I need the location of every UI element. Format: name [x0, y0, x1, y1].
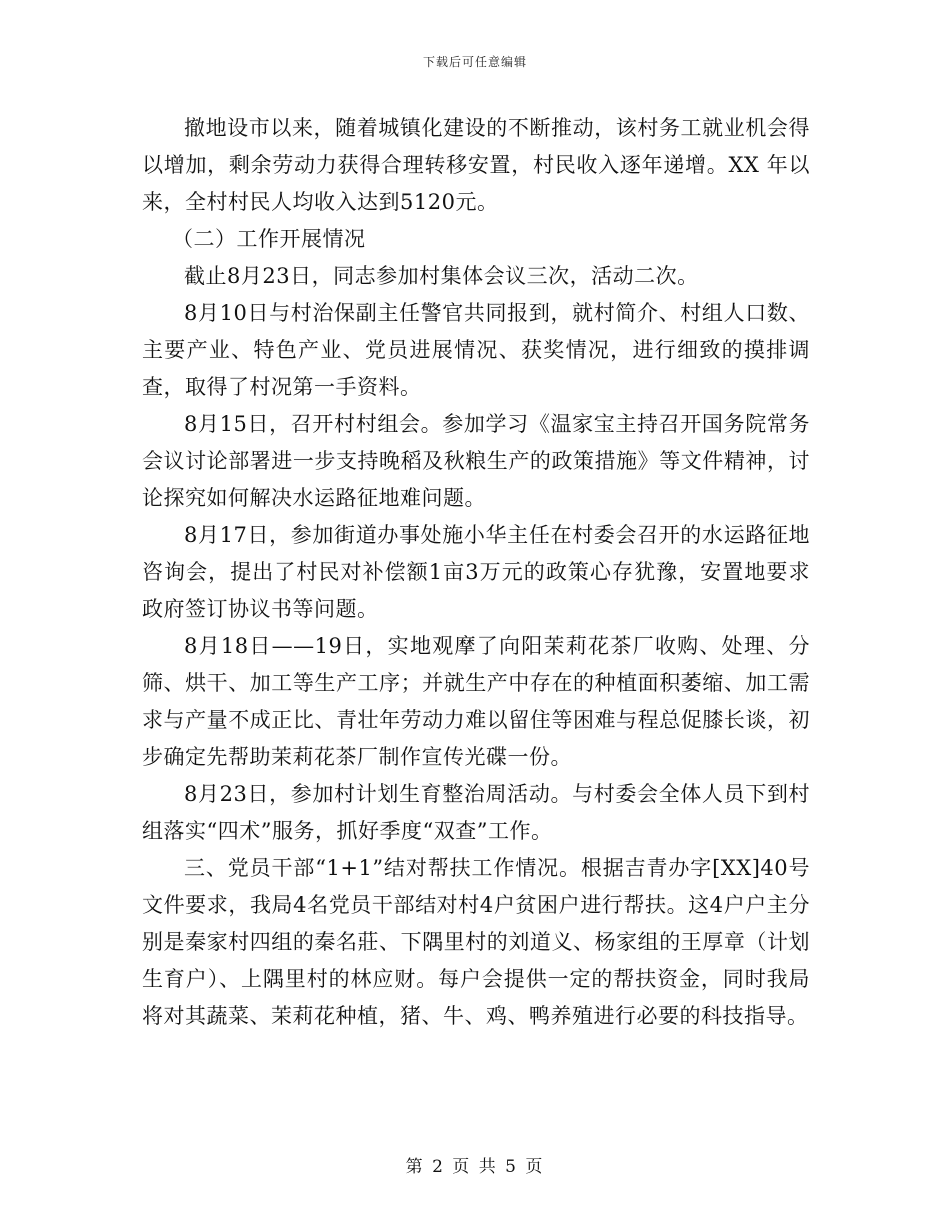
page-header: 下载后可任意编辑: [422, 55, 527, 69]
paragraph-income: 撤地设市以来，随着城镇化建设的不断推动，该村务工就业机会得以增加，剩余劳动力获得合理转移安置，村民收入逐年递增。XX 年以来，全村村民人均收入达到5120元。: [142, 116, 810, 214]
paragraph-aug-17: 8月17日，参加街道办事处施小华主任在村委会召开的水运路征地咨询会，提出了村民对补偿额1亩3万元的政策心存犹豫，安置地要求政府签订协议书等问题。: [142, 523, 810, 621]
paragraph-summary: 截止8月23日，同志参加村集体会议三次，活动二次。: [184, 264, 699, 288]
paragraph-section-three: 三、党员干部“1+1”结对帮扶工作情况。根据吉青办字[XX]40号文件要求，我局4名党员干部结对村4户贫困户进行帮扶。这4户户主分别是秦家村四组的秦名莊、下隅里村的刘道义、杨家组的王厚章（计划生育户）、上隅里村的林应财。每户会提供一定的帮扶资金，同时我局将对其蔬菜、茉莉花种植，猪、牛、鸡、鸭养殖进行必要的科技指导。: [142, 856, 810, 1028]
page-footer: 第 2 页 共 5 页: [405, 1157, 545, 1177]
section-heading-work-progress: （二）工作开展情况: [172, 227, 366, 251]
paragraph-aug-18-19: 8月18日——19日，实地观摩了向阳茉莉花茶厂收购、处理、分筛、烘干、加工等生产工序；并就生产中存在的种植面积萎缩、加工需求与产量不成正比、青壮年劳动力难以留住等困难与程总促膝长谈，初步确定先帮助茉莉花茶厂制作宣传光碟一份。: [142, 634, 810, 769]
document-body: [142, 110, 810, 1035]
paragraph-aug-23: 8月23日，参加村计划生育整治周活动。与村委会全体人员下到村组落实“四术”服务，抓好季度“双查”工作。: [142, 782, 810, 843]
paragraph-aug-15: 8月15日，召开村村组会。参加学习《温家宝主持召开国务院常务会议讨论部署进一步支持晚稻及秋粮生产的政策措施》等文件精神，讨论探究如何解决水运路征地难问题。: [142, 412, 810, 510]
paragraph-aug-10: 8月10日与村治保副主任警官共同报到，就村简介、村组人口数、主要产业、特色产业、党员进展情况、获奖情况，进行细致的摸排调查，取得了村况第一手资料。: [142, 301, 810, 399]
